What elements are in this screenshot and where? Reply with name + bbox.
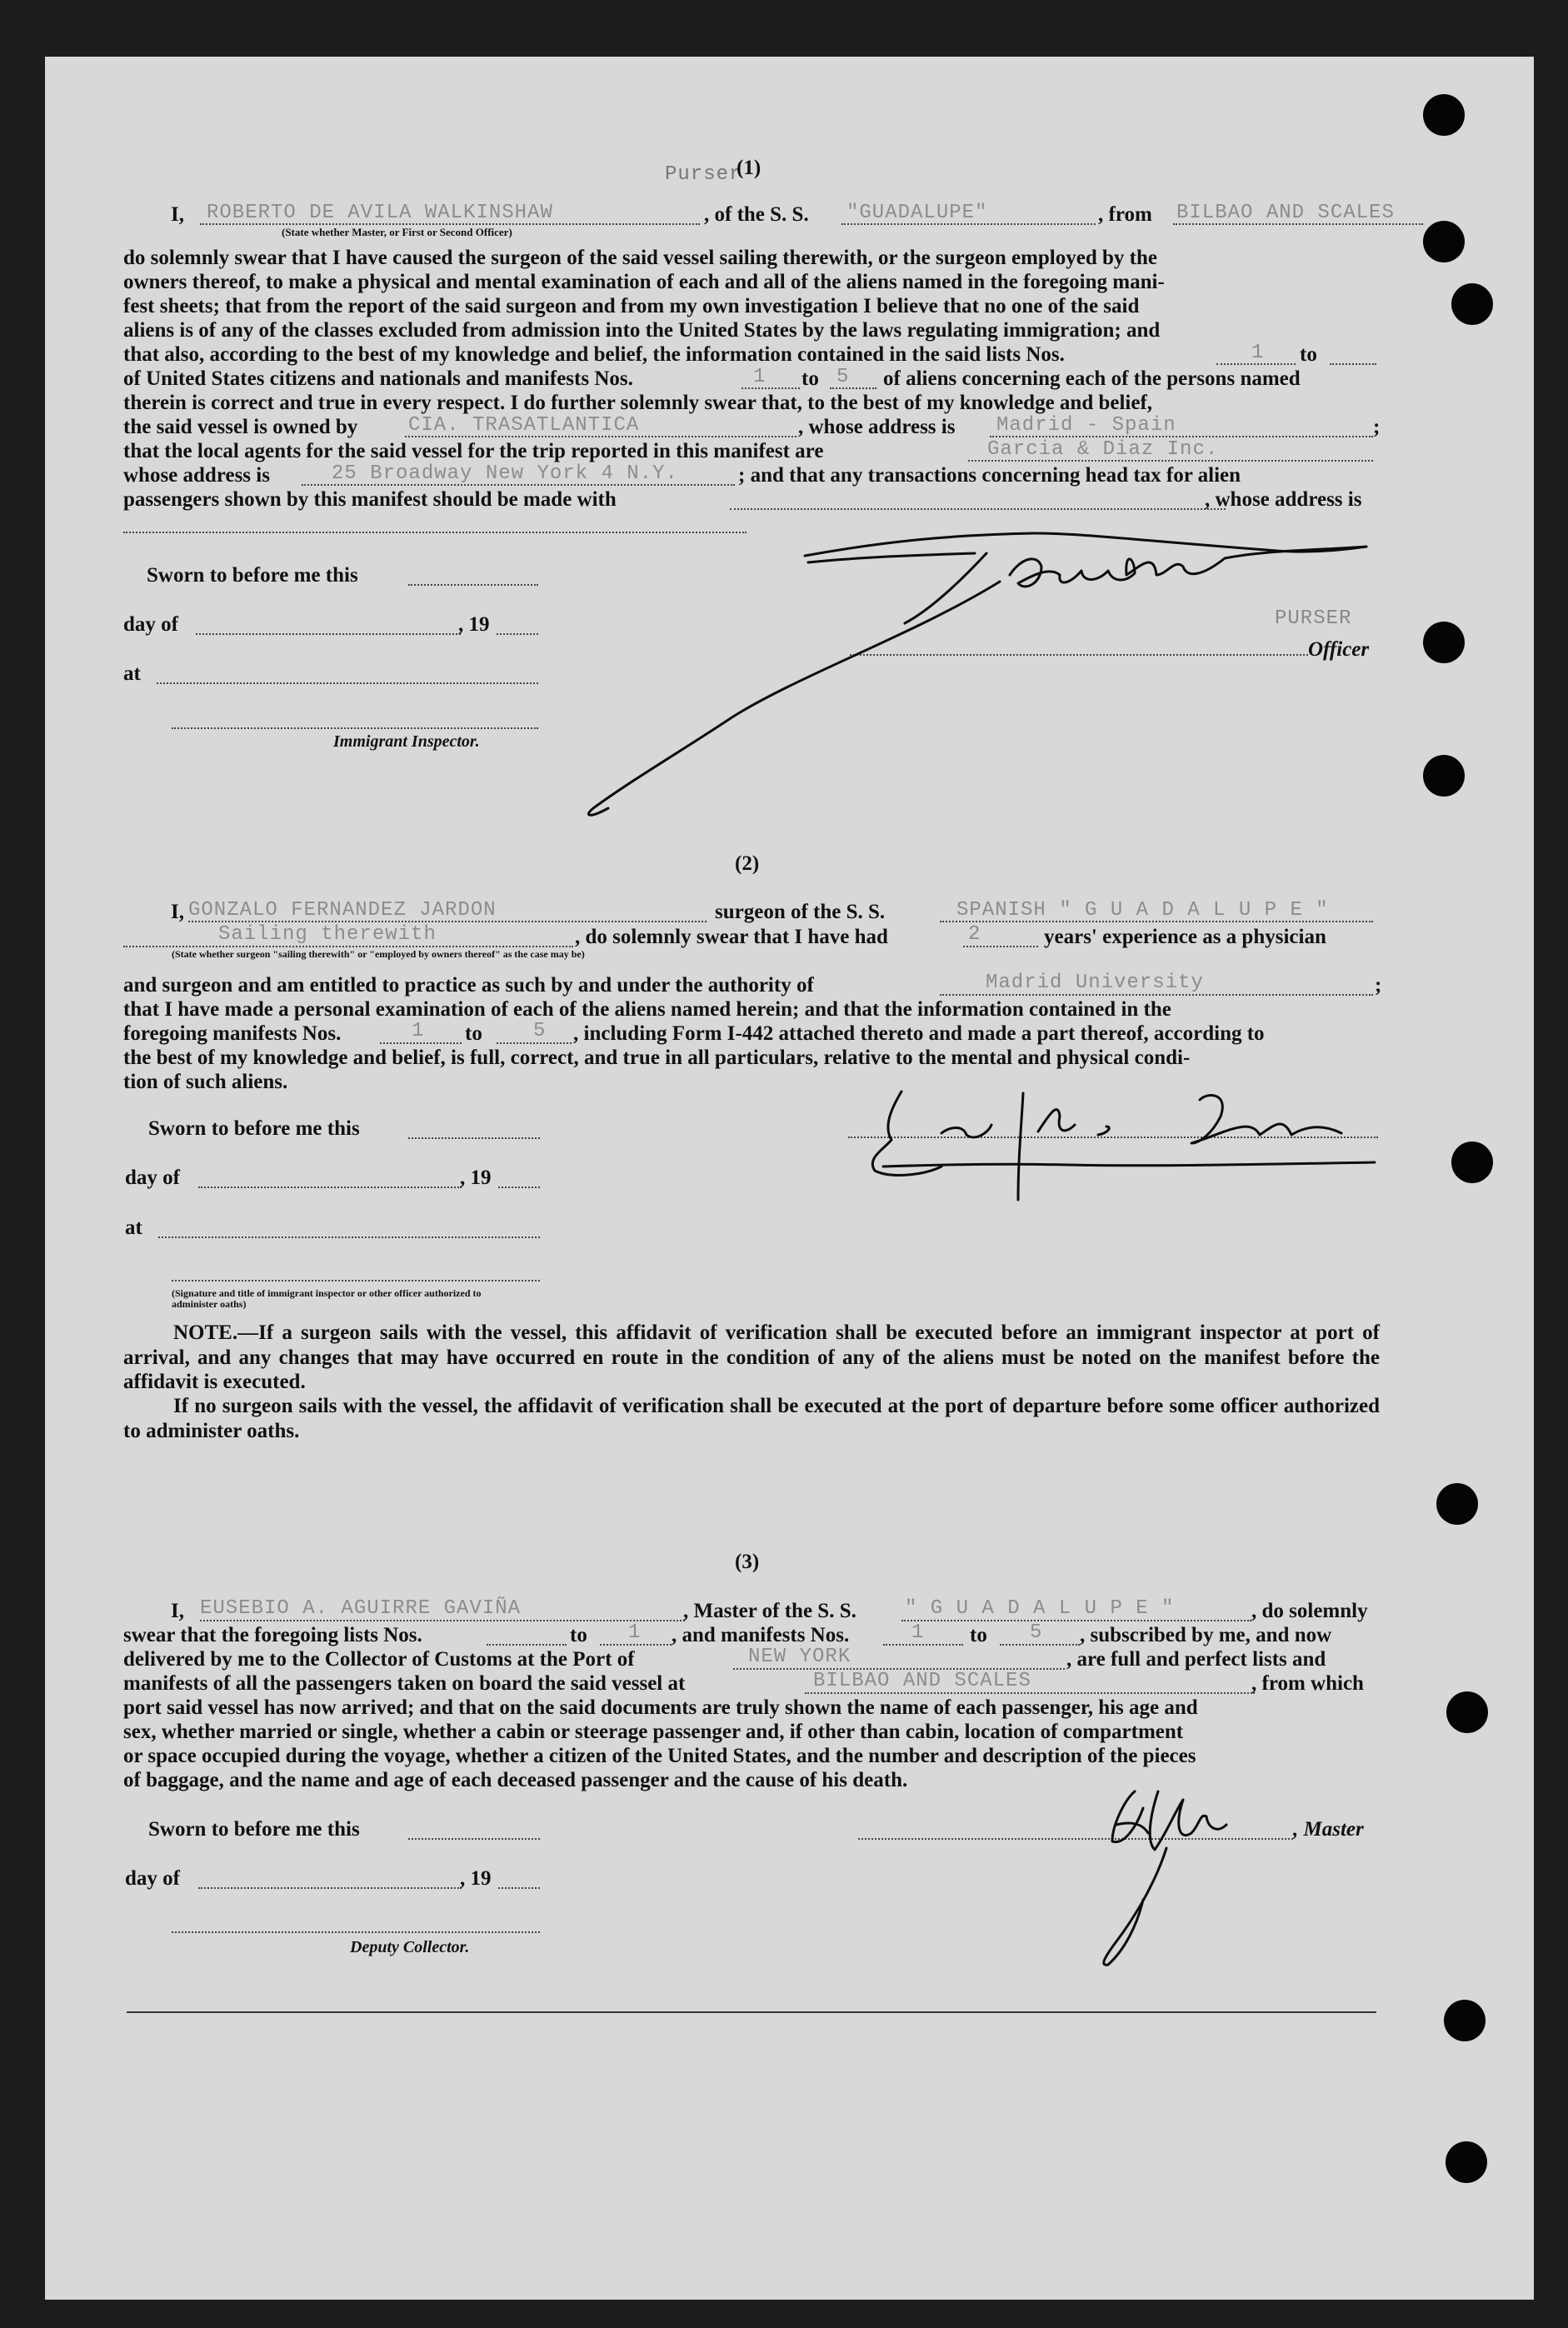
- purser-title: PURSER: [1275, 607, 1352, 630]
- surgeon-line-b: that I have made a personal examination of each of the aliens named herein; and that the information contained in the: [123, 998, 1171, 1021]
- taken-port: BILBAO AND SCALES: [813, 1670, 1031, 1692]
- from-which-label: , from which: [1251, 1672, 1364, 1695]
- master-line-e: port said vessel has now arrived; and that on the said documents are truly shown the name of each passenger, his age and: [123, 1696, 1198, 1719]
- oath-line-10b: ; and that any transactions concerning head tax for alien: [738, 464, 1241, 487]
- i-label: I,: [171, 901, 184, 923]
- master-line-g: or space occupied during the voyage, whether a citizen of the United States, and the number and description of the pieces: [123, 1745, 1196, 1767]
- swear-label: , do solemnly swear that I have had: [575, 926, 888, 948]
- master-title: , Master: [1293, 1818, 1364, 1841]
- day-of-label: day of: [123, 613, 178, 636]
- to-label: to: [1300, 343, 1317, 366]
- oath-line-11: passengers shown by this manifest should be made with: [123, 488, 617, 511]
- purser-signature: [588, 533, 1366, 815]
- surgeon-line-d: the best of my knowledge and belief, is full, correct, and true in all particulars, relative to the mental and physical condi-: [123, 1047, 1191, 1069]
- to-label: to: [570, 1624, 587, 1646]
- m-from: 1: [412, 1020, 425, 1042]
- at-label: at: [125, 1216, 142, 1239]
- surgeon-of-label: surgeon of the S. S.: [715, 901, 886, 923]
- semicolon: ;: [1375, 974, 1382, 997]
- surgeon-hint: (State whether surgeon "sailing therewith" or "employed by owners thereof" as the case may be): [172, 948, 585, 960]
- year-label: , 19: [460, 1166, 492, 1189]
- master-line-f: sex, whether married or single, whether a cabin or steerage passenger and, if other than cabin, location of compartment: [123, 1721, 1184, 1743]
- officer-title: Officer: [1308, 638, 1370, 661]
- and-manifests-label: , and manifests Nos.: [672, 1624, 850, 1646]
- oath-line-6: of United States citizens and nationals and manifests Nos.: [123, 367, 633, 390]
- sailing-therewith: Sailing therewith: [218, 923, 437, 946]
- whose-address-label: , whose address is: [798, 416, 956, 438]
- master-vessel: " G U A D A L U P E ": [905, 1597, 1175, 1620]
- sworn-label: Sworn to before me this: [148, 1117, 360, 1140]
- semicolon: ;: [1373, 416, 1381, 438]
- master-line-h: of baggage, and the name and age of each deceased passenger and the cause of his death.: [123, 1769, 908, 1791]
- oath-line-4: aliens is of any of the classes excluded from admission into the United States by the laws regulating immigration; and: [123, 319, 1161, 342]
- section-number-2: (2): [735, 852, 760, 875]
- owner: CIA. TRASATLANTICA: [408, 414, 640, 437]
- agents-address: 25 Broadway New York 4 N.Y.: [332, 462, 678, 485]
- m-to: 5: [1030, 1621, 1043, 1644]
- section-number-3: (3): [735, 1551, 760, 1573]
- authority: Madrid University: [986, 972, 1204, 994]
- to-label: to: [801, 367, 819, 390]
- from-port: BILBAO AND SCALES: [1176, 202, 1395, 224]
- master-signature: [1104, 1791, 1226, 1965]
- surgeon-line-e: tion of such aliens.: [123, 1071, 288, 1093]
- agents: Garcia & Diaz Inc.: [987, 438, 1219, 461]
- from-label: , from: [1098, 203, 1152, 226]
- day-of-label: day of: [125, 1867, 180, 1890]
- master-of-label: , Master of the S. S.: [683, 1600, 856, 1622]
- note-paragraph-2: If no surgeon sails with the vessel, the affidavit of verification shall be executed at the port of departure before some officer authorized to administer oaths.: [123, 1395, 1380, 1442]
- surgeon-name: GONZALO FERNANDEZ JARDON: [188, 899, 497, 922]
- lists-label: swear that the foregoing lists Nos.: [123, 1624, 422, 1646]
- of-ss-label: , of the S. S.: [704, 203, 809, 226]
- manifests-from: 1: [753, 366, 767, 388]
- full-perfect-label: , are full and perfect lists and: [1066, 1648, 1326, 1671]
- oath-line-7: therein is correct and true in every respect. I do further solemnly swear that, to the best of my knowledge and belief,: [123, 392, 1153, 414]
- master-name: EUSEBIO A. AGUIRRE GAVIÑA: [200, 1597, 522, 1620]
- oath-line-5: that also, according to the best of my knowledge and belief, the information contained in the said lists Nos.: [123, 343, 1065, 366]
- delivered-label: delivered by me to the Collector of Customs at the Port of: [123, 1648, 635, 1671]
- authority-label: and surgeon and am entitled to practice as such by and under the authority of: [123, 974, 814, 997]
- year-label: , 19: [460, 1867, 492, 1890]
- year-label: , 19: [458, 613, 490, 636]
- agents-address-label: whose address is: [123, 464, 270, 487]
- manifests-to: 5: [836, 366, 850, 388]
- including-label: , including Form I-442 attached thereto and made a part thereof, according to: [573, 1022, 1265, 1045]
- oath-line-6b: of aliens concerning each of the persons named: [883, 367, 1301, 390]
- sworn-label: Sworn to before me this: [148, 1818, 360, 1841]
- oath-line-1: do solemnly swear that I have caused the surgeon of the said vessel sailing therewith, or the surgeon employed by the: [123, 247, 1157, 269]
- oath-line-2: owners thereof, to make a physical and mental examination of each and all of the aliens named in the foregoing mani-: [123, 271, 1165, 293]
- inspector-title: Immigrant Inspector.: [333, 732, 480, 751]
- master-hint: (State whether Master, or First or Second Officer): [282, 226, 512, 238]
- note-label: NOTE.: [173, 1321, 238, 1344]
- subscribed-label: , subscribed by me, and now: [1080, 1624, 1332, 1646]
- collector-title: Deputy Collector.: [350, 1938, 470, 1956]
- m-to: 5: [533, 1020, 547, 1042]
- sworn-label: Sworn to before me this: [147, 564, 358, 587]
- years-value: 2: [968, 923, 981, 946]
- i-label: I,: [171, 203, 184, 226]
- day-of-label: day of: [125, 1166, 180, 1189]
- port: NEW YORK: [748, 1646, 851, 1668]
- taken-label: manifests of all the passengers taken on board the said vessel at: [123, 1672, 686, 1695]
- vessel-name: "GUADALUPE": [846, 202, 988, 224]
- at-label: at: [123, 662, 141, 685]
- master-name: ROBERTO DE AVILA WALKINSHAW: [207, 202, 553, 224]
- lists-from: 1: [1251, 342, 1265, 364]
- to-label: to: [970, 1624, 987, 1646]
- surgeon-vessel: SPANISH " G U A D A L U P E ": [956, 899, 1329, 922]
- owner-address: Madrid - Spain: [996, 414, 1176, 437]
- purser-note: Purser: [665, 163, 742, 186]
- manifests-label: foregoing manifests Nos.: [123, 1022, 342, 1045]
- m-from: 1: [911, 1621, 925, 1644]
- years-label: years' experience as a physician: [1044, 926, 1326, 948]
- oath-line-3: fest sheets; that from the report of the said surgeon and from my own investigation I believe that no one of the said: [123, 295, 1140, 317]
- section-number-1: (1): [737, 157, 762, 179]
- note-text: —If a surgeon sails with the vessel, this affidavit of verification shall be executed before an immigrant inspector at port of arrival, and any changes that may have occurred en route in the condition of any of the aliens must be noted on the manifest before the affidavit is executed.: [123, 1321, 1380, 1393]
- owned-label: the said vessel is owned by: [123, 416, 358, 438]
- whose-address-label-2: , whose address is: [1205, 488, 1362, 511]
- swear-label: , do solemnly: [1251, 1600, 1368, 1622]
- agents-label: that the local agents for the said vessel for the trip reported in this manifest are: [123, 440, 824, 462]
- to-label: to: [465, 1022, 482, 1045]
- surgeon-signature: [872, 1092, 1375, 1200]
- lists-to: 1: [628, 1621, 642, 1644]
- signature-hint: (Signature and title of immigrant inspector or other officer authorized to administer oaths): [172, 1287, 482, 1310]
- i-label: I,: [171, 1600, 184, 1622]
